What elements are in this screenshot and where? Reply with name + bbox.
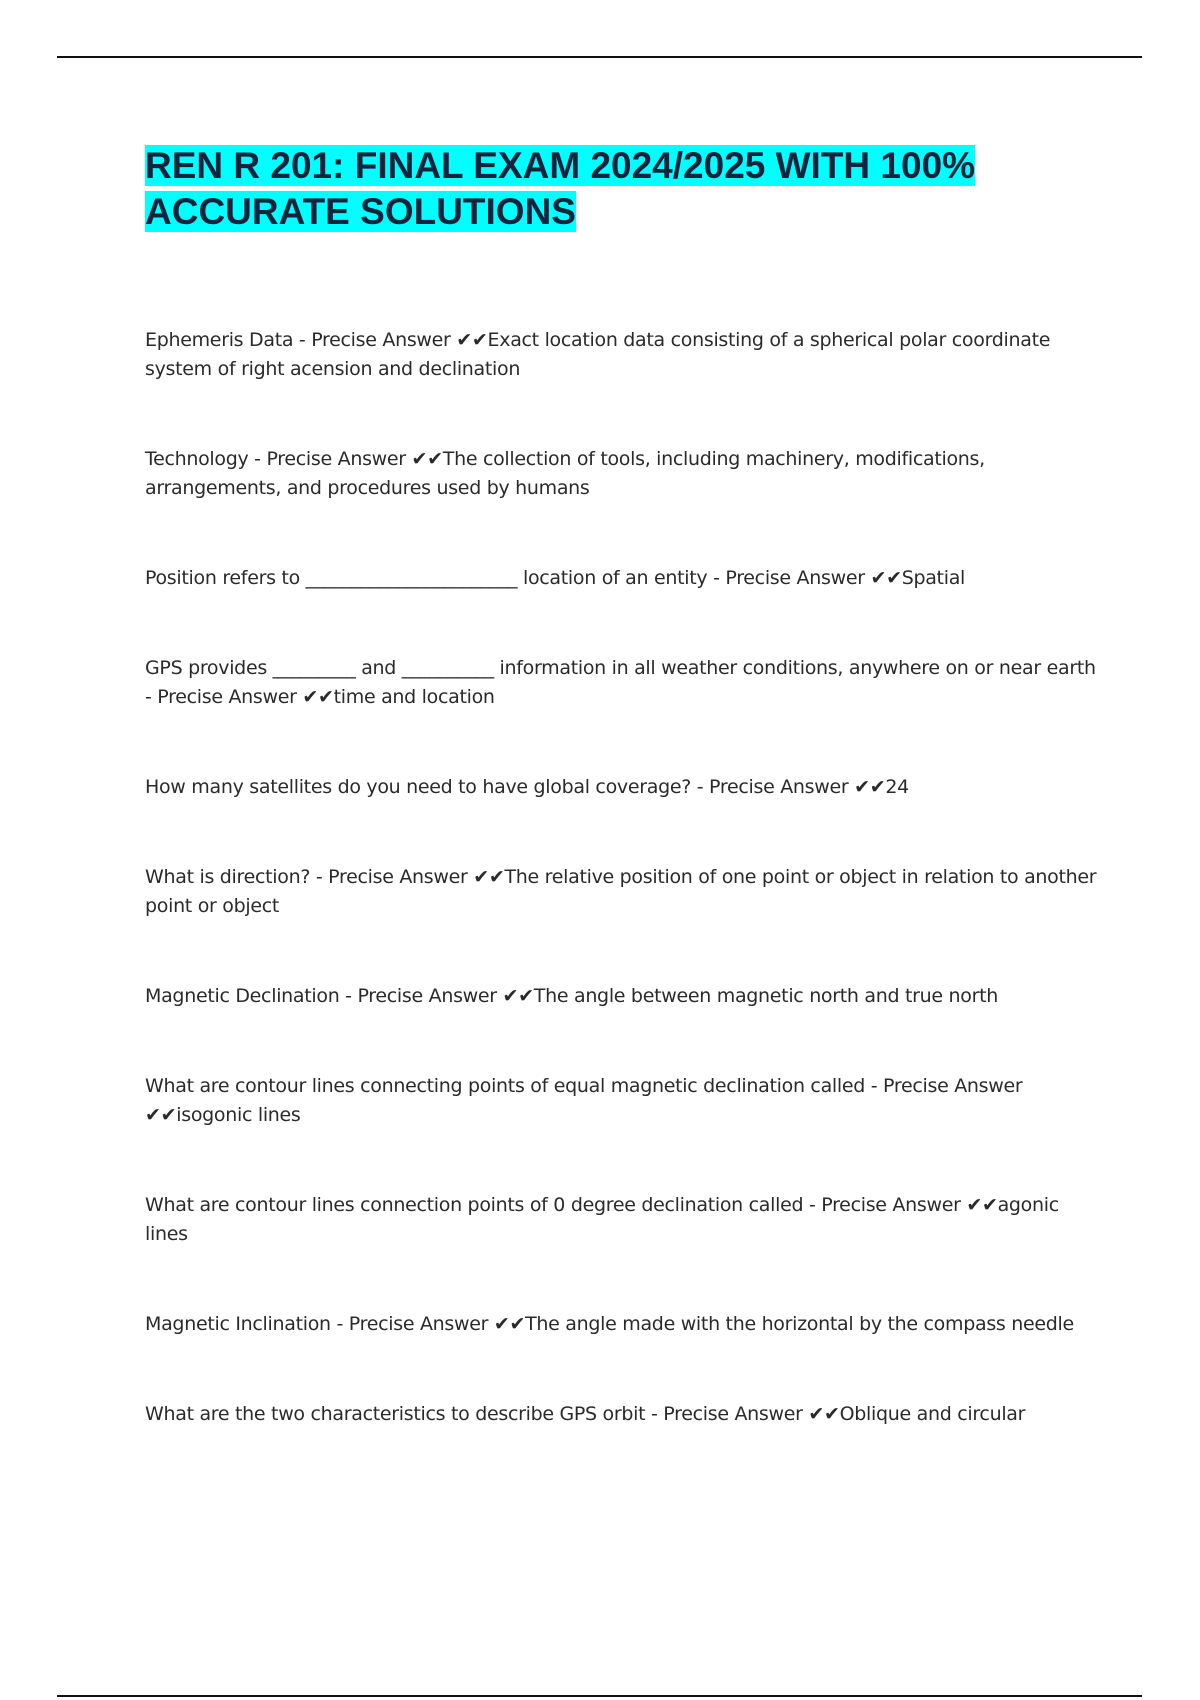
qa-item-direction: What is direction? - Precise Answer ✔✔The relative position of one point or object in relation to another point or object — [145, 866, 1097, 917]
qa-list — [145, 326, 1105, 1429]
qa-item-ephemeris-data: Ephemeris Data - Precise Answer ✔✔Exact location data consisting of a spherical polar coordinate system of right acension and declination — [145, 329, 1051, 380]
qa-item-global-coverage: How many satellites do you need to have global coverage? - Precise Answer ✔✔24 — [145, 776, 909, 798]
qa-item-isogonic-lines: What are contour lines connecting points of equal magnetic declination called - Precise Answer ✔✔isogonic lines — [145, 1075, 1023, 1126]
document-title-text: REN R 201: FINAL EXAM 2024/2025 WITH 100% ACCURATE SOLUTIONS — [145, 145, 976, 232]
qa-item-gps-orbit: What are the two characteristics to describe GPS orbit - Precise Answer ✔✔Oblique and circular — [145, 1403, 1026, 1425]
qa-item-technology: Technology - Precise Answer ✔✔The collection of tools, including machinery, modifications, arrangements, and procedures used by humans — [145, 448, 985, 499]
qa-item-magnetic-declination: Magnetic Declination - Precise Answer ✔✔The angle between magnetic north and true north — [145, 985, 998, 1007]
document-title — [145, 143, 1105, 235]
footer-rule — [57, 1695, 1142, 1697]
header-rule — [57, 56, 1142, 58]
qa-item-agonic-lines: What are contour lines connection points of 0 degree declination called - Precise Answer ✔✔agonic lines — [145, 1194, 1059, 1245]
qa-item-gps-provides: GPS provides _________ and __________ information in all weather conditions, anywhere on or near earth - Precise Answer ✔✔time and location — [145, 657, 1096, 708]
qa-item-position: Position refers to _______________________ location of an entity - Precise Answer ✔✔Spatial — [145, 567, 966, 589]
qa-item-magnetic-inclination: Magnetic Inclination - Precise Answer ✔✔The angle made with the horizontal by the compass needle — [145, 1313, 1074, 1335]
